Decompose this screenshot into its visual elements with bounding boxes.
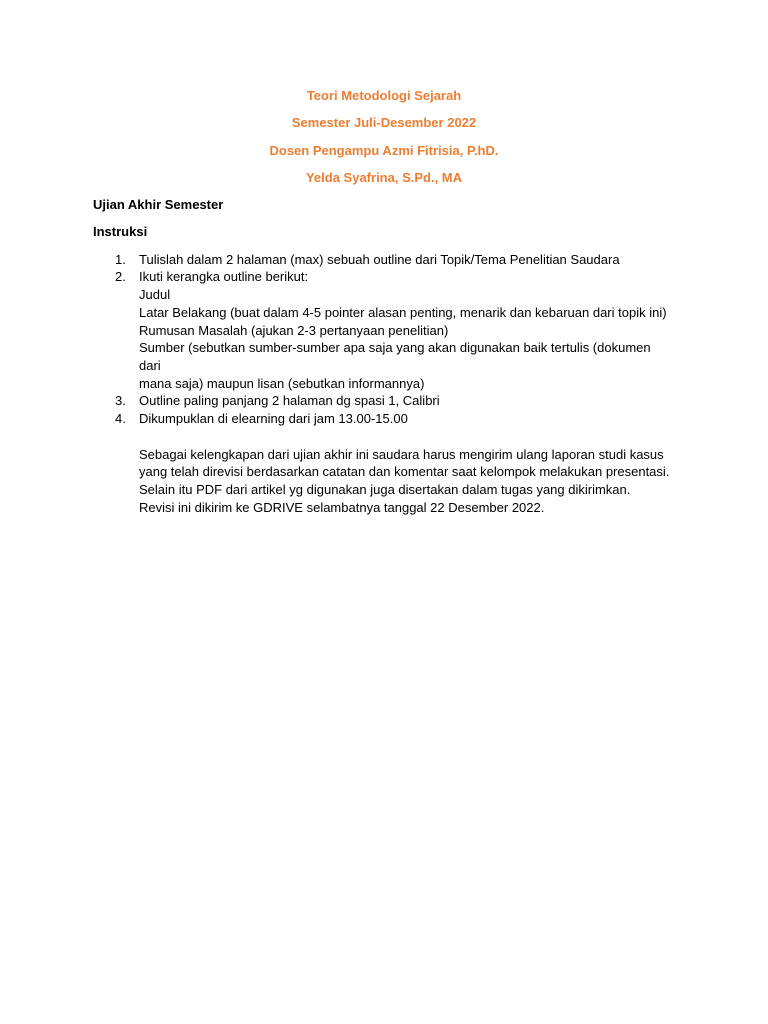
closing-line-2: yang telah direvisi berdasarkan catatan dan komentar saat kelompok melakukan presentasi. xyxy=(139,464,670,480)
instruction-text: Dikumpuklan di elearning dari jam 13.00-15.00 xyxy=(139,411,408,427)
exam-title: Ujian Akhir Semester xyxy=(93,197,224,213)
closing-line-3: Selain itu PDF dari artikel yg digunakan juga disertakan dalam tugas yang dikirimkan. xyxy=(139,481,631,497)
instruction-item-3 xyxy=(93,392,675,410)
instruction-item-4 xyxy=(93,410,675,428)
instructions-list xyxy=(93,251,675,428)
instruction-number: 2. xyxy=(115,269,126,285)
course-title: Teori Metodologi Sejarah xyxy=(306,88,462,103)
lecturer-line-1: Dosen Pengampu Azmi Fitrisia, P.hD. xyxy=(269,142,499,158)
instruction-item-1 xyxy=(93,251,675,269)
instruction-number: 3. xyxy=(115,393,126,409)
outline-parts xyxy=(93,286,675,392)
closing-line-1: Sebagai kelengkapan dari ujian akhir ini saudara harus mengirim ulang laporan studi kasus xyxy=(139,446,664,462)
closing-paragraph xyxy=(93,446,675,517)
instruction-text: Tulislah dalam 2 halaman (max) sebuah outline dari Topik/Tema Penelitian Saudara xyxy=(139,251,620,267)
document-header xyxy=(93,87,675,186)
closing-line-4: Revisi ini dikirim ke GDRIVE selambatnya tanggal 22 Desember 2022. xyxy=(139,499,545,515)
instruction-number: 4. xyxy=(115,411,126,427)
outline-part-latar-belakang: Latar Belakang (buat dalam 4-5 pointer alasan penting, menarik dan kebaruan dari topik ini) xyxy=(139,304,667,320)
instructions-title: Instruksi xyxy=(93,224,148,240)
outline-part-sumber: Sumber (sebutkan sumber-sumber apa saja yang akan digunakan baik tertulis (dokumen dari xyxy=(139,340,651,373)
outline-part-judul: Judul xyxy=(139,287,171,303)
outline-part-rumusan-masalah: Rumusan Masalah (ajukan 2-3 pertanyaan penelitian) xyxy=(139,322,449,338)
instruction-item-2 xyxy=(93,268,675,286)
semester-line: Semester Juli-Desember 2022 xyxy=(291,115,477,131)
instruction-text: Ikuti kerangka outline berikut: xyxy=(139,269,309,285)
outline-part-sumber-continued: mana saja) maupun lisan (sebutkan informannya) xyxy=(139,375,425,391)
instruction-text: Outline paling panjang 2 halaman dg spasi 1, Calibri xyxy=(139,393,440,409)
instruction-number: 1. xyxy=(115,251,126,267)
lecturer-line-2: Yelda Syafrina, S.Pd., MA xyxy=(305,169,463,185)
